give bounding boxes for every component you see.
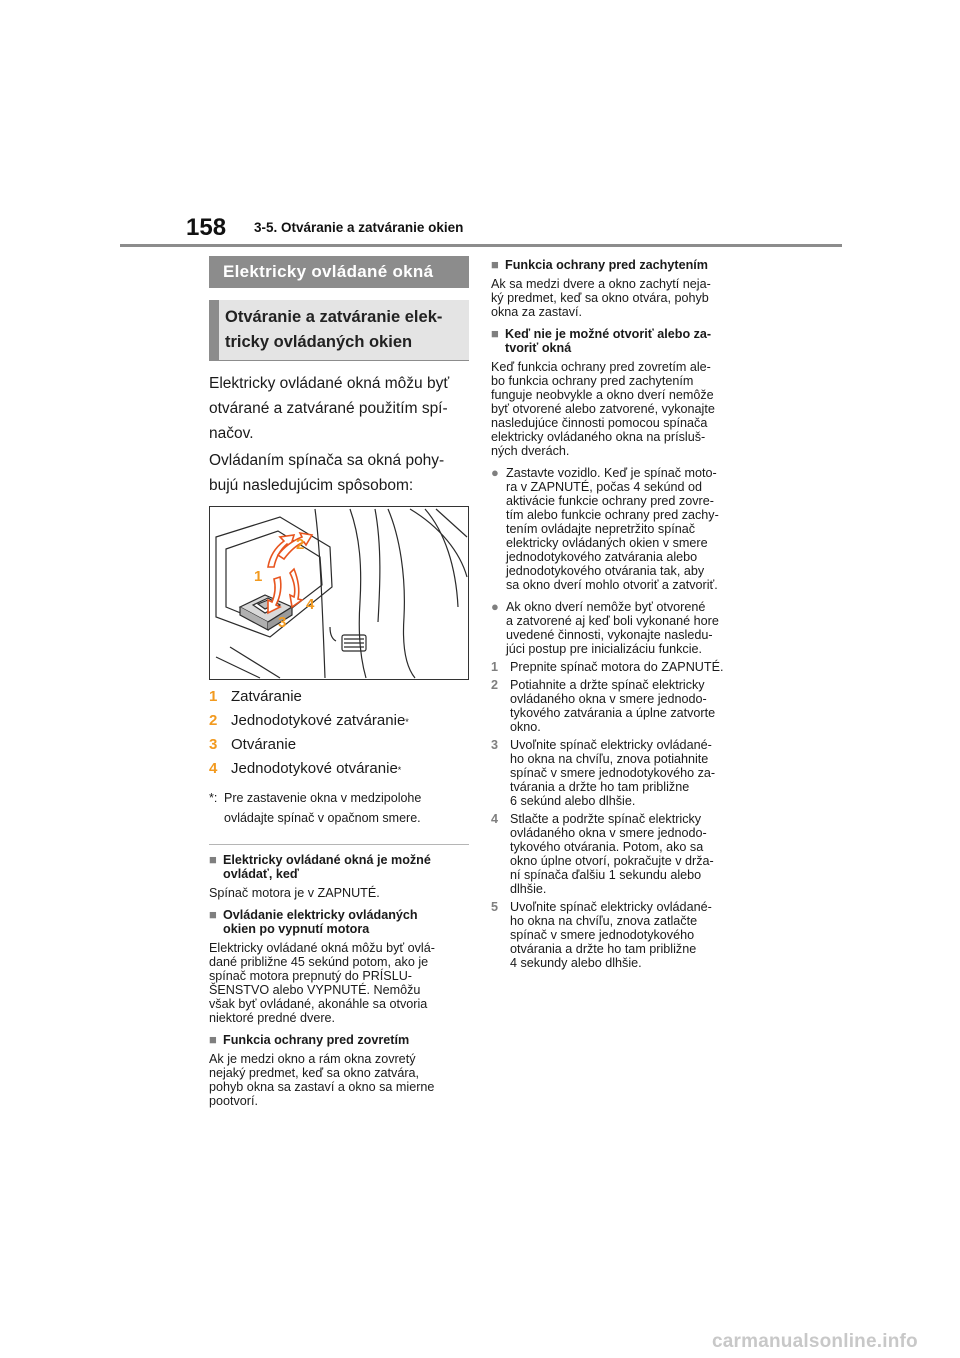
step-text: Potiahnite a držte spínač elektricky ovládaného okna v smere jednodo- tykového zatvárania a úplne zatvorte okno. [510, 678, 716, 734]
note-heading [209, 1033, 469, 1047]
legend-star: * [405, 717, 409, 727]
step-item [491, 660, 756, 674]
intro-paragraph-2: Ovládaním spínača sa okná pohy- bujú nasledujúcim spôsobom: [209, 452, 445, 494]
note-heading [491, 327, 756, 355]
legend-number: 3 [209, 736, 218, 753]
page-number: 158 [186, 214, 227, 241]
step-number: 5 [491, 900, 499, 914]
legend-text: Jednodotykové zatváranie [231, 712, 406, 729]
step-text: Uvoľnite spínač elektricky ovládané- ho okna na chvíľu, znova potiahnite spínač v smere jednodotykového za- tvárania a držte ho tam približne 6 sekúnd alebo dlhšie. [510, 738, 716, 808]
header-rule [120, 244, 842, 247]
step-number: 4 [491, 812, 499, 826]
window-switch-drawing [210, 507, 468, 679]
right-column [491, 254, 756, 970]
footnote-text: Pre zastavenie okna v medzipolohe ovládajte spínač v opačnom smere. [224, 791, 422, 825]
legend-item [209, 760, 469, 784]
legend-item [209, 712, 469, 736]
legend [209, 688, 469, 784]
intro-paragraph-1: Elektricky ovládané okná môžu byť otvárané a zatvárané použitím spí- načov. [209, 375, 450, 442]
square-bullet-icon: ■ [209, 1032, 217, 1047]
step-text: Stlačte a podržte spínač elektricky ovládaného okna v smere jednodo- tykového otvárania. Potom, ako sa okno úplne otvorí, pokračujte v drža- ní spínača ďalšiu 1 sekundu alebo dlhšie. [510, 812, 714, 896]
figure-callout-3: 3 [278, 614, 287, 631]
section-title: Elektricky ovládané okná [209, 256, 469, 288]
notes-divider [209, 844, 469, 845]
figure-callout-2: 2 [296, 536, 305, 553]
note-body: Elektricky ovládané okná môžu byť ovlá- dané približne 45 sekúnd potom, ako je spínač motora prepnutý do PRÍSLU- ŠENSTVO alebo VYPNUTÉ. Nemôžu však byť ovládané, akonáhle sa otvoria niektoré predné dvere. [209, 941, 435, 1025]
legend-text: Otváranie [231, 736, 297, 753]
circle-bullet-icon: ● [491, 465, 499, 480]
note-heading [209, 908, 469, 936]
note-body: Keď funkcia ochrany pred zovretím ale- bo funkcia ochrany pred zachytením funguje neobvykle a okno dverí nemôže byť otvorené alebo zatvorené, vykonajte nasledujúce činnosti pomocou spínača elektricky ovládaného okna na prísluš- ných dverách. [491, 360, 715, 458]
legend-number: 2 [209, 712, 218, 729]
bullet-item [491, 466, 756, 592]
footnote [209, 788, 469, 828]
intro [209, 371, 469, 498]
note-body: Ak je medzi okno a rám okna zovretý nejaký predmet, keď sa okno zatvára, pohyb okna sa zastaví a okno sa mierne pootvorí. [209, 1052, 435, 1108]
legend-star: * [397, 765, 402, 775]
legend-text: Jednodotykové otváranie [231, 760, 398, 777]
note-title: Funkcia ochrany pred zovretím [223, 1033, 410, 1047]
note-title: Elektricky ovládané okná je možné ovládať, keď [223, 853, 431, 881]
bullet-text: Zastavte vozidlo. Keď je spínač moto- ra v ZAPNUTÉ, počas 4 sekúnd od aktivácie funkcie ochrany pred zovre- tím alebo funkcie ochrany pred zachy- tením ovládajte nepretržito spínač elektricky ovládaných okien v smere jednodotykového zatvárania alebo jednodotykového otvárania tak, aby sa okno dverí mohlo otvoriť a zatvoriť. [506, 466, 719, 592]
step-item [491, 812, 756, 896]
bullet-text: Ak okno dverí nemôže byť otvorené a zatvorené aj keď boli vykonané hore uvedené činnosti, vykonajte nasledu- júci postup pre inicializáciu funkcie. [506, 600, 719, 656]
note-title: Keď nie je možné otvoriť alebo za- tvoriť okná [505, 327, 712, 355]
legend-item [209, 688, 469, 712]
legend-number: 4 [209, 760, 218, 777]
step-number: 3 [491, 738, 499, 752]
note-heading [491, 258, 756, 272]
note-body: Spínač motora je v ZAPNUTÉ. [209, 886, 380, 900]
note-body: Ak sa medzi dvere a okno zachytí neja- ký predmet, keď sa okno otvára, pohyb okna za zastaví. [491, 277, 711, 319]
step-item [491, 738, 756, 808]
note-heading [209, 853, 469, 881]
legend-number: 1 [209, 688, 218, 705]
legend-item [209, 736, 469, 760]
square-bullet-icon: ■ [209, 907, 217, 922]
circle-bullet-icon: ● [491, 599, 499, 614]
step-text: Uvoľnite spínač elektricky ovládané- ho okna na chvíľu, znova zatlačte spínač v smere jednodotykového otvárania a držte ho tam približne 4 sekundy alebo dlhšie. [510, 900, 712, 970]
figure-callout-1: 1 [254, 568, 263, 585]
square-bullet-icon: ■ [491, 326, 499, 341]
footnote-mark: *: [209, 791, 218, 805]
running-head: 3-5. Otváranie a zatváranie okien [254, 220, 464, 235]
step-number: 2 [491, 678, 499, 692]
left-column [209, 256, 469, 1108]
note-title: Ovládanie elektricky ovládaných okien po vypnutí motora [223, 908, 418, 936]
legend-text: Zatváranie [231, 688, 302, 705]
square-bullet-icon: ■ [491, 257, 499, 272]
step-item [491, 678, 756, 734]
step-item [491, 900, 756, 970]
watermark[interactable]: carmanualsonline.info [712, 1331, 918, 1352]
subsection-title: Otváranie a zatváranie elek- tricky ovládaných okien [209, 300, 469, 361]
window-switch-illustration [209, 506, 469, 680]
step-number: 1 [491, 660, 499, 674]
note-title: Funkcia ochrany pred zachytením [505, 258, 708, 272]
square-bullet-icon: ■ [209, 852, 217, 867]
step-text: Prepnite spínač motora do ZAPNUTÉ. [510, 660, 724, 674]
figure-callout-4: 4 [306, 596, 315, 613]
bullet-item [491, 600, 756, 656]
